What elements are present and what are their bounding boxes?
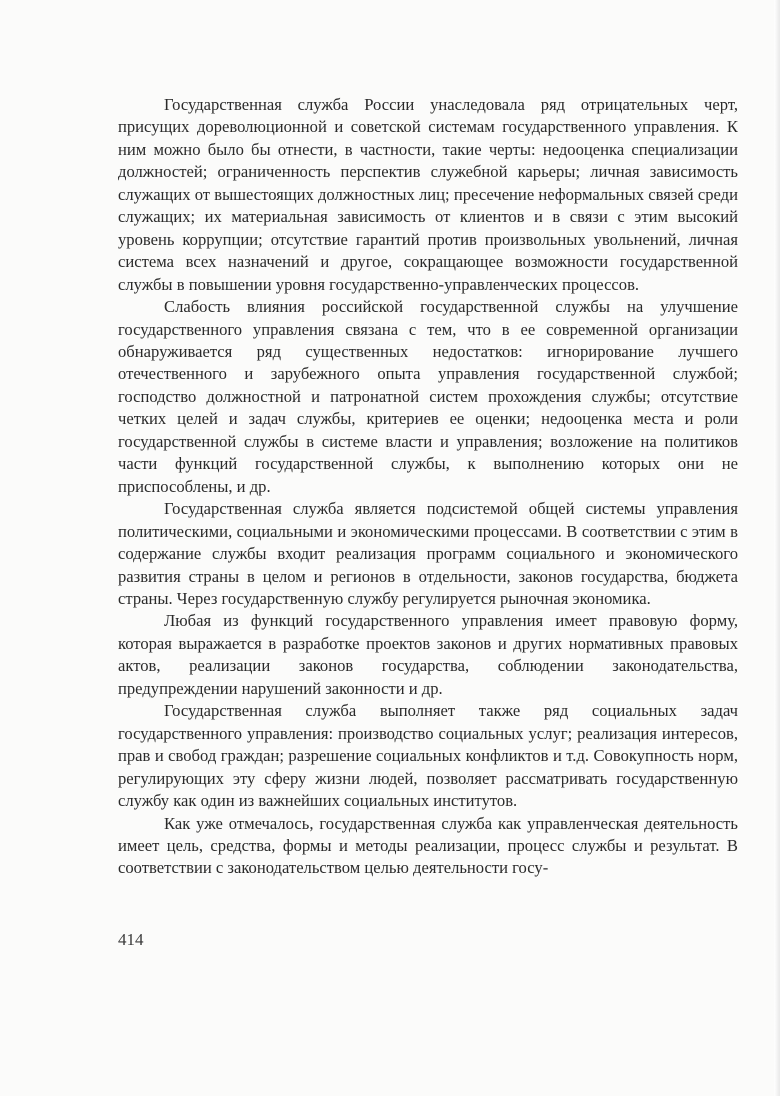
body-text [118, 94, 738, 880]
paragraph-5: Государственная служба выполняет также ряд социальных задач государственного управления: производство социальных услуг; реализация интересов, прав и свобод граждан; разрешение социальных конфликтов и т.д. Совокупность норм, регулирующих эту сферу жизни людей, позволяет рассматривать государственную службу как один из важнейших социальных институтов. [118, 701, 738, 811]
paragraph-6: Как уже отмечалось, государственная служба как управленческая деятельность имеет цель, средства, формы и методы реализации, процесс службы и результат. В соответствии с законодательством целью деятельности госу- [118, 813, 738, 878]
paragraph-1: Государственная служба России унаследовала ряд отрицательных черт, присущих дореволюционной и советской системам государственного управления. К ним можно было бы отнести, в частности, такие черты: недооценка специализации должностей; ограниченность перспектив служебной карьеры; личная зависимость служащих от вышестоящих должностных лиц; пресечение неформальных связей среди служащих; их материальная зависимость от клиентов и в связи с этим высокий уровень коррупции; отсутствие гарантий против произвольных увольнений, личная система всех назначений и другое, сокращающее возможности государственной службы в повышении уровня государственно-управленческих процессов. [118, 95, 738, 294]
paragraph-3: Государственная служба является подсистемой общей системы управления политическими, социальными и экономическими процессами. В соответствии с этим в содержание службы входит реализация программ социального и экономического развития страны в целом и регионов в отдельности, законов государства, бюджета страны. Через государственную службу регулируется рыночная экономика. [118, 499, 738, 608]
paragraph-4: Любая из функций государственного управления имеет правовую форму, которая выражается в разработке проектов законов и других нормативных правовых актов, реализации законов государства, соблюдении законодательства, предупреждении нарушений законности и др. [118, 611, 738, 698]
scan-edge-shadow [774, 0, 780, 1096]
paragraph-2: Слабость влияния российской государственной службы на улучшение государственного управления связана с тем, что в ее современной организации обнаруживается ряд существенных недостатков: игнорирование лучшего отечественного и зарубежного опыта управления государственной службой; господство должностной и патронатной систем прохождения службы; отсутствие четких целей и задач службы, критериев ее оценки; недооценка места и роли государственной службы в системе власти и управления; возложение на политиков части функций государственной службы, к выполнению которых они не приспособлены, и др. [118, 297, 738, 496]
page-number: 414 [118, 930, 144, 949]
